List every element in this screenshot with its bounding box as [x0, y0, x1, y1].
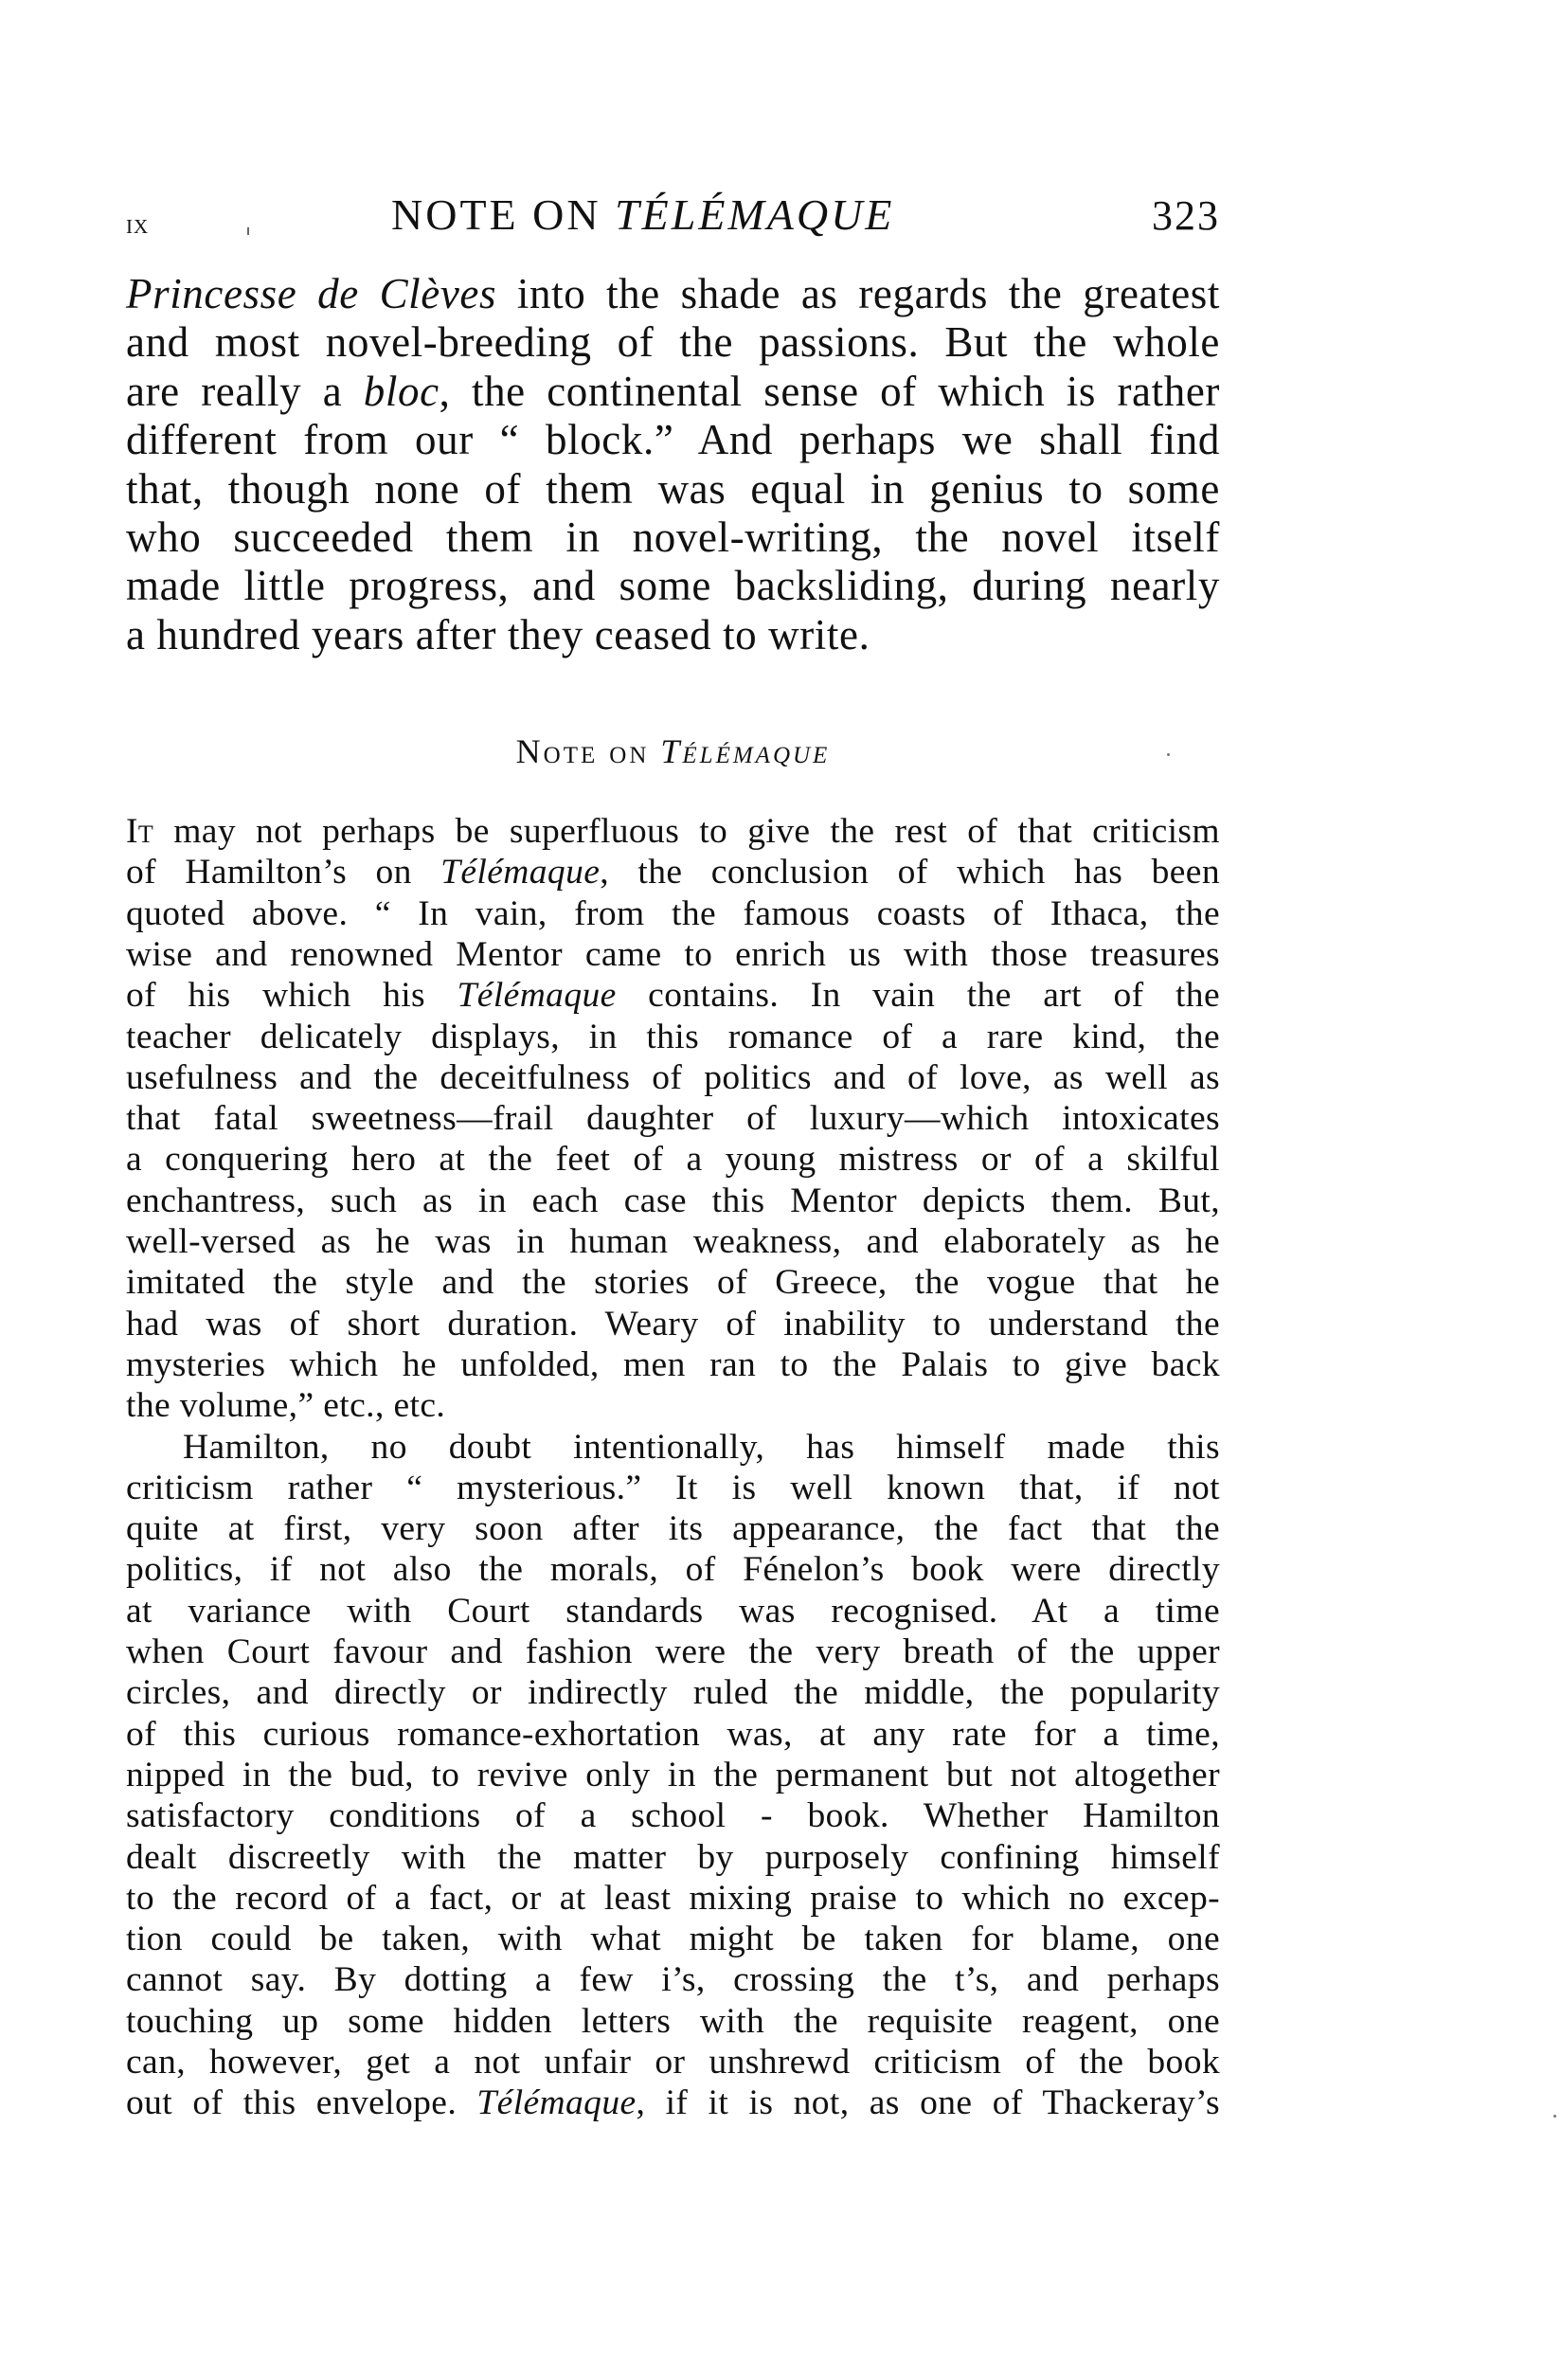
italic-title: Télémaque: [440, 853, 601, 892]
text-run: at variance with Court standards was recognised. At a time: [126, 1592, 1220, 1631]
text-run: of Hamilton’s on: [126, 853, 441, 892]
text-line: [126, 1017, 1220, 1057]
running-title-roman: NOTE ON: [391, 190, 616, 239]
text-line: [126, 1591, 1220, 1632]
text-run: quoted above. “ In vain, from the famous coasts of Ithaca, the: [126, 894, 1220, 933]
text-line: [126, 1468, 1220, 1508]
text-line: [126, 1139, 1220, 1180]
text-run: cannot say. By dotting a few i’s, crossing the t’s, and perhaps: [126, 1960, 1220, 1999]
section-heading: [126, 731, 1220, 771]
text-line: [126, 1795, 1220, 1836]
text-line: [126, 514, 1220, 561]
text-line: [126, 1262, 1220, 1303]
text-run: enchantress, such as in each case this Mentor depicts them. But,: [126, 1181, 1220, 1220]
text-run: dealt discreetly with the matter by purposely confining himself: [126, 1838, 1220, 1877]
text-run: politics, if not also the morals, of Fénelon’s book were directly: [126, 1550, 1220, 1589]
page-number: 323: [1152, 192, 1220, 239]
text-line: [126, 416, 1220, 463]
text-line: [126, 318, 1220, 366]
text-line: [126, 2001, 1220, 2042]
text-run: to the record of a fact, or at least mixing praise to which no excep-: [126, 1879, 1220, 1918]
text-line: [126, 1919, 1220, 1959]
print-mark: [247, 227, 249, 235]
text-run: , the continental sense of which is rather: [439, 368, 1220, 415]
text-run: different from our “ block.” And perhaps we shall find: [126, 416, 1220, 463]
text-run: , the conclusion of which has been: [600, 853, 1221, 892]
text-line: [126, 1837, 1220, 1878]
text-run: that fatal sweetness—frail daughter of luxury—which intoxicates: [126, 1099, 1220, 1138]
text-line: [126, 1385, 1220, 1426]
text-line: [126, 2082, 1220, 2123]
text-run: that, though none of them was equal in genius to some: [126, 465, 1220, 513]
text-line: [126, 1221, 1220, 1262]
text-line: [126, 1098, 1220, 1139]
text-line: [126, 1878, 1220, 1919]
text-line: [126, 975, 1220, 1016]
text-run: imitated the style and the stories of Greece, the vogue that he: [126, 1263, 1220, 1302]
text-run: quite at first, very soon after its appearance, the fact that the: [126, 1509, 1220, 1548]
italic-title: bloc: [363, 368, 440, 415]
text-line: [126, 465, 1220, 513]
text-run: circles, and directly or indirectly ruled the middle, the popularity: [126, 1673, 1220, 1712]
paper-speck: [1167, 753, 1170, 756]
italic-title: Télémaque: [476, 2083, 637, 2122]
text-run: out of this envelope.: [126, 2083, 477, 2122]
text-line: [126, 1057, 1220, 1098]
text-run: tion could be taken, with what might be taken for blame, one: [126, 1920, 1220, 1958]
text-run: criticism rather “ mysterious.” It is well known that, if not: [126, 1469, 1220, 1507]
text-run: nipped in the bud, to revive only in the permanent but not altogether: [126, 1756, 1220, 1794]
text-run: mysteries which he unfolded, men ran to the Palais to give back: [126, 1345, 1220, 1384]
running-head: [126, 189, 1220, 246]
text-line: [126, 270, 1220, 317]
text-run: the volume,” etc., etc.: [126, 1386, 446, 1425]
italic-title: Princesse de Clèves: [126, 270, 497, 317]
text-line: [126, 562, 1220, 609]
text-line: [126, 893, 1220, 934]
text-line: [126, 811, 1220, 852]
text-run: are really a: [126, 368, 364, 415]
text-line: [126, 1672, 1220, 1713]
text-run: who succeeded them in novel-writing, the novel itself: [126, 514, 1220, 561]
text-run: made little progress, and some backsliding, during nearly: [126, 562, 1220, 609]
text-run: usefulness and the deceitfulness of politics and of love, as well as: [126, 1058, 1220, 1097]
running-title: [391, 189, 894, 240]
text-line: [183, 1427, 1220, 1468]
section-heading-roman: Note on: [515, 732, 661, 770]
text-run: teacher delicately displays, in this romance of a rare kind, the: [126, 1018, 1220, 1056]
text-run: may not perhaps be superfluous to give the rest of that criticism: [153, 812, 1220, 851]
text-run: of this curious romance-exhortation was, at any rate for a time,: [126, 1715, 1220, 1754]
text-line: [126, 1549, 1220, 1590]
text-run: contains. In vain the art of the: [616, 976, 1220, 1015]
text-line: [126, 2042, 1220, 2082]
text-line: [126, 1714, 1220, 1755]
text-run: can, however, get a not unfair or unshrewd criticism of the book: [126, 2043, 1220, 2082]
text-run: touching up some hidden letters with the requisite reagent, one: [126, 2002, 1220, 2041]
text-run: had was of short duration. Weary of inability to understand the: [126, 1305, 1220, 1343]
chapter-number: ix: [126, 208, 150, 240]
text-run: and most novel-breeding of the passions. But the whole: [126, 318, 1220, 366]
section-heading-italic: Télémaque: [660, 732, 831, 770]
text-run: of his which his: [126, 976, 458, 1015]
text-run: wise and renowned Mentor came to enrich us with those treasures: [126, 935, 1220, 974]
text-run: a conquering hero at the feet of a young mistress or of a skilful: [126, 1140, 1220, 1179]
text-line: [126, 1508, 1220, 1549]
text-line: [126, 1755, 1220, 1795]
text-line: [126, 611, 1220, 658]
text-run: satisfactory conditions of a school - book. Whether Hamilton: [126, 1796, 1220, 1835]
text-line: [126, 934, 1220, 975]
text-line: [126, 1632, 1220, 1672]
text-run: a hundred years after they ceased to write.: [126, 611, 870, 658]
text-line: [126, 1959, 1220, 2000]
drop-word: It: [126, 812, 154, 851]
italic-title: Télémaque: [457, 976, 617, 1015]
text-line: [126, 1181, 1220, 1221]
text-line: [126, 1304, 1220, 1344]
text-run: Hamilton, no doubt intentionally, has himself made this: [183, 1428, 1220, 1467]
text-line: [126, 1344, 1220, 1385]
text-run: , if it is not, as one of Thackeray’s: [636, 2083, 1220, 2122]
text-line: [126, 852, 1220, 892]
text-run: well-versed as he was in human weakness, and elaborately as he: [126, 1222, 1220, 1261]
text-line: [126, 368, 1220, 415]
text-run: into the shade as regards the greatest: [496, 270, 1220, 317]
running-title-italic: TÉLÉMAQUE: [615, 190, 895, 239]
paper-speck: [1553, 2115, 1556, 2118]
text-run: when Court favour and fashion were the very breath of the upper: [126, 1632, 1220, 1671]
